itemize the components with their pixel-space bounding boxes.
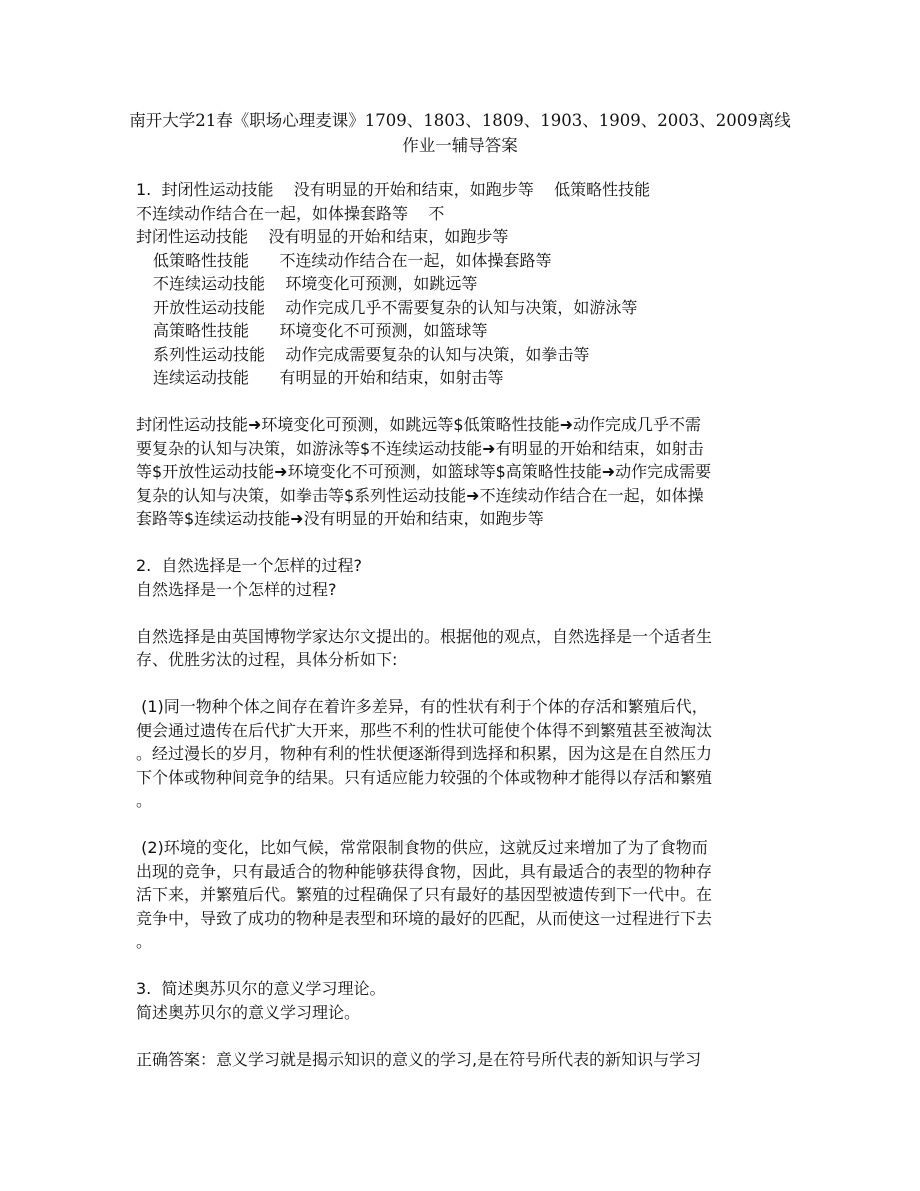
question-1-item: 连续运动技能 有明显的开始和结束，如射击等: [153, 368, 504, 387]
point-line: 便会通过遗传在后代扩大开来，那些不利的性状可能使个体得不到繁殖甚至被淘汰: [136, 720, 713, 740]
title-line-1: 南开大学21春《职场心理麦课》1709、1803、1809、1903、1909、2003、2009离线: [129, 111, 791, 130]
question-1-answer: [136, 413, 796, 531]
question-1-item: 高策略性技能 环境变化不可预测，如篮球等: [153, 321, 488, 340]
point-line: (2)环境的变化，比如气候，常常限制食物的供应，这就反过来增加了为了食物而: [136, 838, 708, 857]
point-line: 活下来，并繁殖后代。繁殖的过程确保了只有最好的基因型被遗传到下一代中。在: [136, 885, 713, 904]
document-body: [136, 178, 796, 1071]
spacer: [136, 390, 796, 414]
spacer: [136, 813, 796, 837]
point-line: 下个体或物种间竞争的结果。只有适应能力较强的个体或物种才能得以存活和繁殖: [136, 767, 713, 787]
question-1-item: 不连续运动技能 环境变化可预测，如跳远等: [153, 274, 478, 293]
spacer: [136, 672, 796, 696]
point-line: 竞争中，导致了成功的物种是表型和环境的最好的匹配，从而使这一过程进行下去: [136, 908, 713, 928]
answer-line: 复杂的认知与决策，如拳击等$系列性运动技能➜不连续动作结合在一起，如体操: [136, 485, 704, 505]
intro-line: 自然选择是由英国博物学家达尔文提出的。根据他的观点，自然选择是一个适者生: [136, 626, 713, 646]
question-3-header: 3. 简述奥苏贝尔的意义学习理论。: [136, 979, 386, 998]
answer-line: 要复杂的认知与决策，如游泳等$不连续运动技能➜有明显的开始和结束，如射击: [136, 438, 704, 458]
spacer: [136, 954, 796, 978]
question-3-repeat: 简述奥苏贝尔的意义学习理论。: [136, 1002, 361, 1022]
point-line: 。: [136, 791, 153, 810]
answer-line: 封闭性运动技能➜环境变化可预测，如跳远等$低策略性技能➜动作完成几乎不需: [136, 415, 701, 434]
question-2-repeat: 自然选择是一个怎样的过程?: [136, 579, 337, 599]
spacer: [136, 531, 796, 555]
question-1-header: 1. 封闭性运动技能 没有明显的开始和结束，如跑步等 低策略性技能: [136, 180, 651, 199]
question-3: [136, 977, 796, 1024]
question-1-line-3: 封闭性运动技能 没有明显的开始和结束，如跑步等: [136, 227, 509, 246]
question-1-item: 低策略性技能 不连续动作结合在一起，如体操套路等: [153, 250, 552, 270]
spacer: [136, 601, 796, 625]
point-line: 出现的竞争，只有最适合的物种能够获得食物，因此，具有最适合的表型的物种存: [136, 861, 713, 881]
title-line-2: 作业一辅导答案: [402, 136, 518, 155]
question-1-item: 系列性运动技能 动作完成需要复杂的认知与决策，如拳击等: [153, 344, 590, 364]
point-line: 。经过漫长的岁月，物种有利的性状便逐渐得到选择和积累，因为这是在自然压力: [136, 744, 713, 763]
spacer: [136, 1024, 796, 1048]
intro-line: 存、优胜劣汰的过程，具体分析如下:: [136, 650, 398, 669]
question-2-header: 2. 自然选择是一个怎样的过程?: [136, 556, 362, 575]
answer-line: 等$开放性运动技能➜环境变化不可预测，如篮球等$高策略性技能➜动作完成需要: [136, 462, 712, 481]
document-title: [100, 108, 820, 158]
question-2-point-2: [136, 836, 796, 954]
question-1: [136, 178, 796, 390]
question-2-point-1: [136, 695, 796, 813]
question-1-line-2: 不连续动作结合在一起，如体操套路等 不: [136, 203, 445, 223]
question-2: [136, 554, 796, 601]
point-line: 。: [136, 932, 153, 951]
question-3-answer: 正确答案：意义学习就是揭示知识的意义的学习,是在符号所代表的新知识与学习: [136, 1049, 702, 1069]
point-line: (1)同一物种个体之间存在着许多差异，有的性状有利于个体的存活和繁殖后代，: [136, 697, 708, 716]
answer-line: 套路等$连续运动技能➜没有明显的开始和结束，如跑步等: [136, 509, 544, 528]
question-2-intro: [136, 625, 796, 672]
question-1-item: 开放性运动技能 动作完成几乎不需要复杂的认知与决策，如游泳等: [153, 297, 638, 317]
